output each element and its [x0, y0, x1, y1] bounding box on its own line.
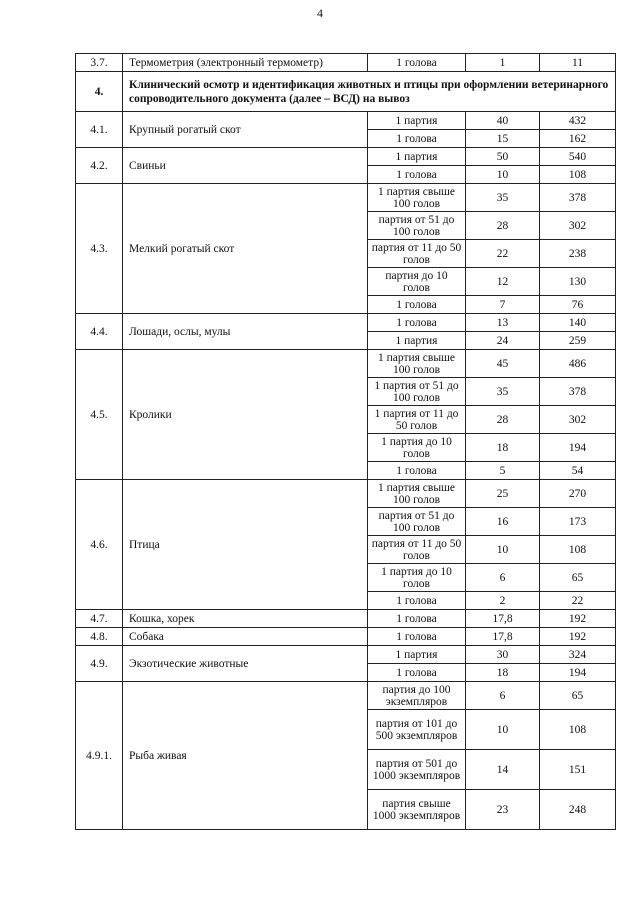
price-cell: 22: [540, 592, 616, 610]
row-number: 3.7.: [76, 54, 123, 72]
row-number: 4.6.: [76, 480, 123, 610]
section-number: 4.: [76, 72, 123, 112]
unit-cell: 1 партия от 11 до 50 голов: [368, 406, 466, 434]
section-title: Клинический осмотр и идентификация животных и птицы при оформлении ветеринарного сопроводительного документа (далее – ВСД) на вывоз: [123, 72, 616, 112]
price-cell: 238: [540, 240, 616, 268]
time-cell: 18: [466, 664, 540, 682]
time-cell: 50: [466, 148, 540, 166]
time-cell: 22: [466, 240, 540, 268]
price-cell: 378: [540, 378, 616, 406]
price-cell: 540: [540, 148, 616, 166]
time-cell: 5: [466, 462, 540, 480]
time-cell: 17,8: [466, 610, 540, 628]
page-number: 4: [317, 6, 323, 20]
time-cell: 13: [466, 314, 540, 332]
unit-cell: партия от 11 до 50 голов: [368, 240, 466, 268]
price-cell: 11: [540, 54, 616, 72]
time-cell: 10: [466, 536, 540, 564]
price-cell: 173: [540, 508, 616, 536]
time-cell: 17,8: [466, 628, 540, 646]
unit-cell: 1 голова: [368, 166, 466, 184]
row-number: 4.3.: [76, 184, 123, 314]
time-cell: 6: [466, 682, 540, 710]
price-cell: 76: [540, 296, 616, 314]
unit-cell: 1 голова: [368, 314, 466, 332]
service-name: Крупный рогатый скот: [123, 112, 368, 148]
service-name: Лошади, ослы, мулы: [123, 314, 368, 350]
price-cell: 65: [540, 564, 616, 592]
unit-cell: партия от 101 до 500 экземпляров: [368, 710, 466, 750]
price-cell: 108: [540, 710, 616, 750]
time-cell: 35: [466, 378, 540, 406]
time-cell: 15: [466, 130, 540, 148]
time-cell: 23: [466, 790, 540, 830]
price-cell: 130: [540, 268, 616, 296]
row-number: 4.2.: [76, 148, 123, 184]
table-row: [76, 112, 616, 130]
service-name: Экзотические животные: [123, 646, 368, 682]
price-cell: 140: [540, 314, 616, 332]
unit-cell: 1 голова: [368, 462, 466, 480]
price-cell: 194: [540, 434, 616, 462]
table-row: [76, 314, 616, 332]
row-number: 4.9.: [76, 646, 123, 682]
table-row: [76, 628, 616, 646]
price-cell: 151: [540, 750, 616, 790]
unit-cell: 1 партия свыше 100 голов: [368, 350, 466, 378]
service-name: Собака: [123, 628, 368, 646]
time-cell: 10: [466, 710, 540, 750]
price-cell: 192: [540, 610, 616, 628]
time-cell: 30: [466, 646, 540, 664]
time-cell: 1: [466, 54, 540, 72]
unit-cell: 1 голова: [368, 592, 466, 610]
price-cell: 192: [540, 628, 616, 646]
unit-cell: партия до 100 экземпляров: [368, 682, 466, 710]
unit-cell: партия до 10 голов: [368, 268, 466, 296]
price-cell: 259: [540, 332, 616, 350]
row-number: 4.8.: [76, 628, 123, 646]
unit-cell: 1 партия до 10 голов: [368, 434, 466, 462]
unit-cell: 1 партия: [368, 112, 466, 130]
price-cell: 108: [540, 166, 616, 184]
service-name: Кошка, хорек: [123, 610, 368, 628]
price-cell: 302: [540, 406, 616, 434]
service-name: Рыба живая: [123, 682, 368, 830]
unit-cell: партия от 51 до 100 голов: [368, 212, 466, 240]
unit-cell: 1 партия: [368, 332, 466, 350]
time-cell: 35: [466, 184, 540, 212]
price-cell: 65: [540, 682, 616, 710]
table-row: [76, 54, 616, 72]
time-cell: 10: [466, 166, 540, 184]
section-header-row: [76, 72, 616, 112]
time-cell: 2: [466, 592, 540, 610]
price-cell: 432: [540, 112, 616, 130]
service-name: Кролики: [123, 350, 368, 480]
unit-cell: 1 партия: [368, 646, 466, 664]
unit-cell: 1 партия до 10 голов: [368, 564, 466, 592]
time-cell: 40: [466, 112, 540, 130]
unit-cell: партия от 51 до 100 голов: [368, 508, 466, 536]
unit-cell: партия свыше 1000 экземпляров: [368, 790, 466, 830]
unit-cell: 1 партия от 51 до 100 голов: [368, 378, 466, 406]
table-row: [76, 480, 616, 508]
time-cell: 25: [466, 480, 540, 508]
table-row: [76, 184, 616, 212]
time-cell: 45: [466, 350, 540, 378]
price-table: [75, 53, 616, 830]
time-cell: 18: [466, 434, 540, 462]
unit-cell: 1 голова: [368, 664, 466, 682]
row-number: 4.7.: [76, 610, 123, 628]
price-cell: 270: [540, 480, 616, 508]
price-cell: 108: [540, 536, 616, 564]
unit-cell: 1 голова: [368, 54, 466, 72]
table-row: [76, 350, 616, 378]
service-name: Термометрия (электронный термометр): [123, 54, 368, 72]
service-name: Птица: [123, 480, 368, 610]
price-cell: 194: [540, 664, 616, 682]
table-row: [76, 646, 616, 664]
time-cell: 12: [466, 268, 540, 296]
unit-cell: 1 партия свыше 100 голов: [368, 184, 466, 212]
price-cell: 248: [540, 790, 616, 830]
time-cell: 14: [466, 750, 540, 790]
time-cell: 16: [466, 508, 540, 536]
row-number: 4.9.1.: [76, 682, 123, 830]
table-row: [76, 610, 616, 628]
service-name: Мелкий рогатый скот: [123, 184, 368, 314]
table-row: [76, 148, 616, 166]
price-cell: 378: [540, 184, 616, 212]
unit-cell: 1 партия: [368, 148, 466, 166]
time-cell: 7: [466, 296, 540, 314]
unit-cell: 1 голова: [368, 610, 466, 628]
unit-cell: партия от 11 до 50 голов: [368, 536, 466, 564]
time-cell: 24: [466, 332, 540, 350]
price-cell: 302: [540, 212, 616, 240]
price-cell: 324: [540, 646, 616, 664]
row-number: 4.5.: [76, 350, 123, 480]
unit-cell: 1 партия свыше 100 голов: [368, 480, 466, 508]
unit-cell: 1 голова: [368, 296, 466, 314]
time-cell: 28: [466, 406, 540, 434]
unit-cell: 1 голова: [368, 628, 466, 646]
price-cell: 162: [540, 130, 616, 148]
row-number: 4.1.: [76, 112, 123, 148]
unit-cell: партия от 501 до 1000 экземпляров: [368, 750, 466, 790]
table-row: [76, 682, 616, 710]
time-cell: 6: [466, 564, 540, 592]
time-cell: 28: [466, 212, 540, 240]
row-number: 4.4.: [76, 314, 123, 350]
unit-cell: 1 голова: [368, 130, 466, 148]
price-cell: 54: [540, 462, 616, 480]
service-name: Свиньи: [123, 148, 368, 184]
price-cell: 486: [540, 350, 616, 378]
